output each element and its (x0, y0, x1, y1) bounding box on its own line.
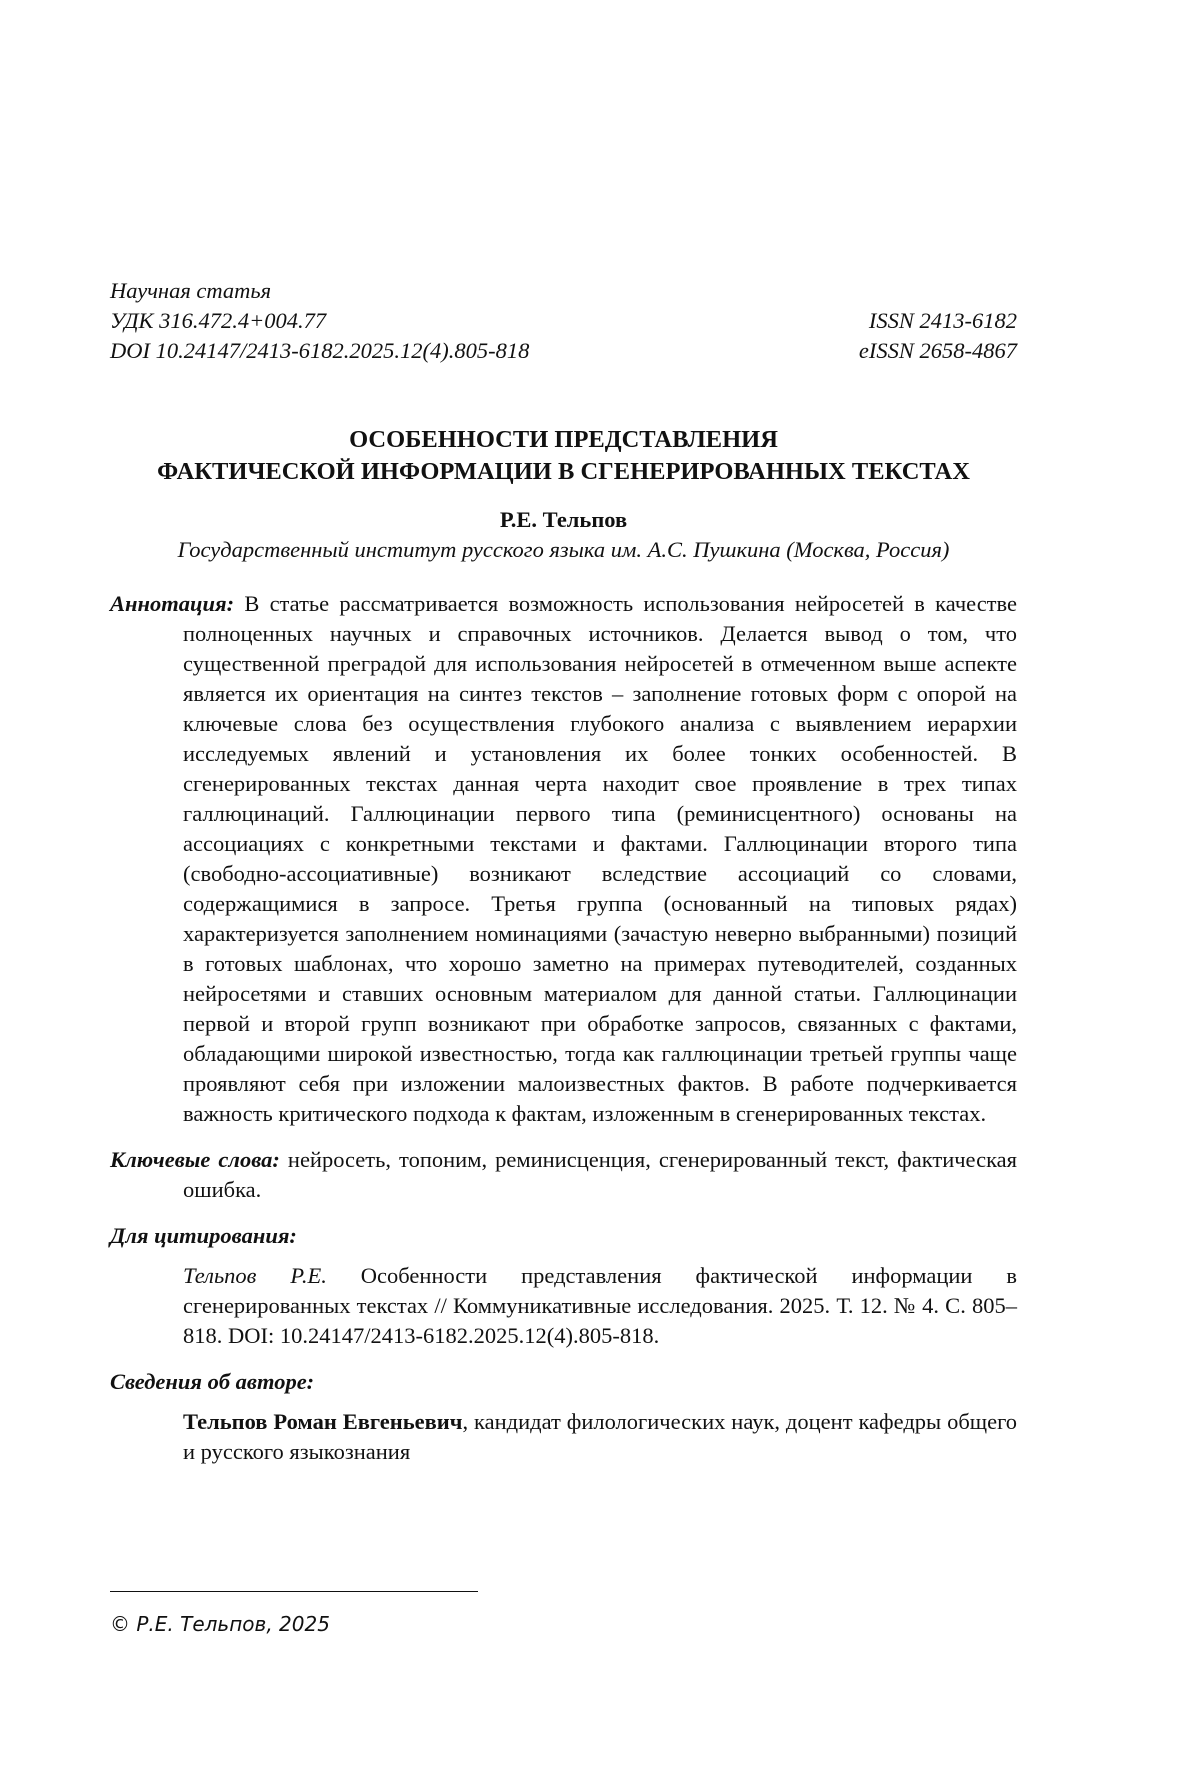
article-metadata (110, 276, 1017, 366)
footnote-divider (110, 1591, 478, 1592)
meta-row-doi (110, 336, 1017, 366)
citation-block (110, 1261, 1017, 1351)
keywords (110, 1145, 1017, 1205)
doi: DOI 10.24147/2413-6182.2025.12(4).805-818 (110, 338, 530, 363)
citation-author: Тельпов Р.Е. (183, 1263, 327, 1288)
author-name: Р.Е. Тельпов (499, 507, 628, 532)
issn: ISSN 2413-6182 (868, 308, 1017, 333)
author-full-name: Тельпов Роман Евгеньевич (183, 1409, 463, 1434)
meta-row-udc (110, 306, 1017, 336)
copyright-notice: © Р.Е. Тельпов, 2025 (110, 1612, 330, 1636)
udc-code: УДК 316.472.4+004.77 (110, 308, 327, 333)
citation-label: Для цитирования: (110, 1223, 297, 1248)
keywords-text: нейросеть, топоним, реминисценция, сгенерированный текст, фактическая ошибка. (183, 1147, 1018, 1202)
keywords-label: Ключевые слова: (110, 1147, 280, 1172)
annotation-text: В статье рассматривается возможность использования нейросетей в качестве полноценных научных и справочных источников. Делается вывод о том, что существенной преградой для использования нейросетей в отмеченном выше аспекте является их ориентация на синтез текстов – заполнение готовых форм с опорой на ключевые слова без осуществления глубокого анализа с выявлением иерархии исследуемых явлений и установления их более тонких особенностей. В сгенерированных текстах данная черта находит свое проявление в трех типах галлюцинаций. Галлюцинации первого типа (реминисцентного) основаны на ассоциациях с конкретными текстами и фактами. Галлюцинации второго типа (свободно-ассоциативные) возникают вследствие ассоциаций со словами, содержащимися в запросе. Третья группа (основанный на типовых рядах) характеризуется заполнением номинациями (зачастую неверно выбранными) позиций в готовых шаблонах, что хорошо заметно на примерах путеводителей, созданных нейросетями и ставших основным материалом для данной статьи. Галлюцинации первой и второй групп возникают при обработке запросов, связанных с фактами, обладающими широкой известностью, тогда как галлюцинации третьей группы чаще проявляют себя при изложении малоизвестных фактов. В работе подчеркивается важность критического подхода к фактам, изложенным в сгенерированных текстах. (183, 591, 1017, 1126)
annotation (110, 589, 1017, 1129)
citation-text: Особенности представления фактической информации в сгенерированных текстах // Коммуникативные исследования. 2025. Т. 12. № 4. С. 805–818. DOI: 10.24147/2413-6182.2025.12(4).805-818. (183, 1263, 1018, 1348)
author-affiliation: Государственный институт русского языка им. А.С. Пушкина (Москва, Россия) (177, 537, 950, 562)
author-info-block (110, 1407, 1017, 1467)
article-title (110, 424, 1017, 488)
title-line-1: ОСОБЕННОСТИ ПРЕДСТАВЛЕНИЯ (349, 426, 778, 453)
annotation-label: Аннотация: (110, 591, 235, 616)
eissn: eISSN 2658-4867 (858, 338, 1017, 363)
article-first-page (110, 276, 1017, 1467)
author-info-text: , кандидат филологических наук, доцент кафедры общего и русского языкознания (183, 1409, 1017, 1464)
author-info-label: Сведения об авторе: (110, 1369, 315, 1394)
article-type: Научная статья (110, 278, 272, 303)
title-line-2: ФАКТИЧЕСКОЙ ИНФОРМАЦИИ В СГЕНЕРИРОВАННЫХ ТЕКСТАХ (157, 458, 970, 485)
